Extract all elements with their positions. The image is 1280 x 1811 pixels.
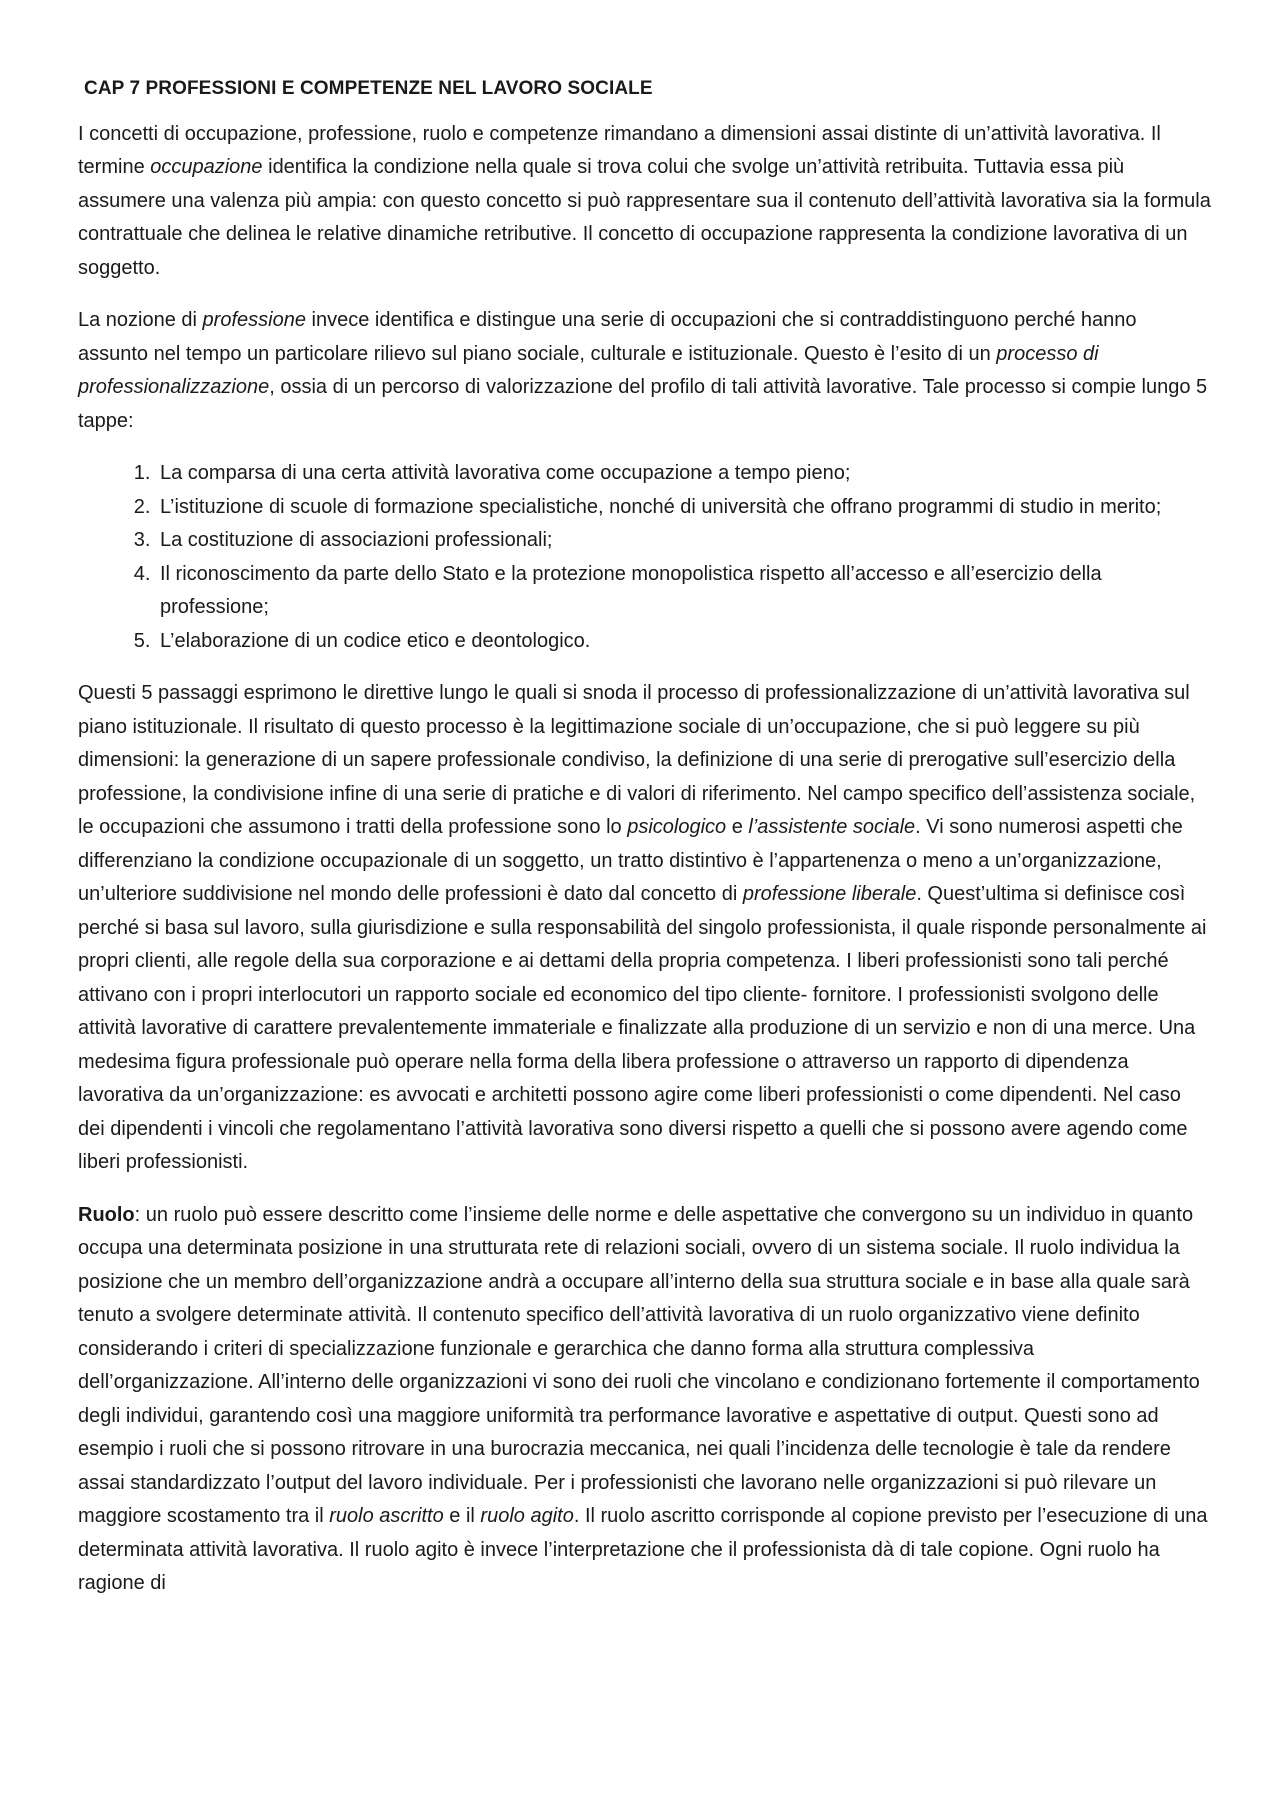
list-item: 5. L’elaborazione di un codice etico e deontologico. [156, 625, 1212, 659]
text-segment: . Quest’ultima si definisce così perché si basa sul lavoro, sulla giurisdizione e sulla responsabilità del singolo professionista, il quale risponde personalmente ai propri clienti, alle regole della sua corporazione e ai dettami della propria competenza. I liberi professionisti sono tali perché attivano con i propri interlocutori un rapporto sociale ed economico del tipo cliente- fornitore. I professionisti svolgono delle attività lavorative di carattere prevalentemente immateriale e finalizzate alla produzione di un servizio e non di una merce. Una medesima figura professionale può operare nella forma della libera professione o attraverso un rapporto di dipendenza lavorativa da un’organizzazione: es avvocati e architetti possono agire come liberi professionisti o come dipendenti. Nel caso dei dipendenti i vincoli che regolamentano l’attività lavorativa sono diversi rispetto a quelli che si possono avere agendo come liberi professionisti. [78, 883, 1207, 1173]
bold-term: Ruolo [78, 1203, 135, 1226]
text-segment: . Il ruolo ascritto corrisponde al copione previsto per l’esecuzione di una determinata attività lavorativa. Il ruolo agito è invece l’interpretazione che il professionista dà di tale copione. Ogni ruolo ha ragione di [78, 1505, 1208, 1594]
italic-term: ruolo agito [480, 1505, 574, 1527]
chapter-title: CAP 7 PROFESSIONI E COMPETENZE NEL LAVORO SOCIALE [84, 78, 653, 99]
list-item: 1. La comparsa di una certa attività lavorativa come occupazione a tempo pieno; [156, 457, 1212, 491]
italic-term: occupazione [150, 156, 263, 178]
list-item: 4. Il riconoscimento da parte dello Stato e la protezione monopolistica rispetto all’accesso e all’esercizio della professione; [156, 558, 1212, 625]
text-segment: identifica la condizione nella quale si trova colui che svolge un’attività retribuita. Tuttavia essa più assumere una valenza più ampia: con questo concetto si può rappresentare sua il contenuto dell’attività lavorativa sia la formula contrattuale che delinea le relative dinamiche retributive. Il concetto di occupazione rappresenta la condizione lavorativa di un soggetto. [78, 156, 1211, 279]
text-segment: I concetti di occupazione, professione, ruolo e competenze rimandano a dimensioni assai distinte di un’attività lavorativa. Il termine [78, 122, 1161, 178]
italic-term: professione [202, 309, 306, 331]
italic-term: ruolo ascritto [329, 1505, 444, 1527]
text-segment: : un ruolo può essere descritto come l’insieme delle norme e delle aspettative che convergono su un individuo in quanto occupa una determinata posizione in una strutturata rete di relazioni sociali, ovvero di un sistema sociale. Il ruolo individua la posizione che un membro dell’organizzazione andrà a occupare all’interno della sua struttura sociale e in base alla quale sarà tenuto a svolgere determinate attività. Il contenuto specifico dell’attività lavorativa di un ruolo organizzativo viene definito considerando i criteri di specializzazione funzionale e gerarchica che danno forma alla struttura complessiva dell’organizzazione. All’interno delle organizzazioni vi sono dei ruoli che vincolano e condizionano fortemente il comportamento degli individui, garantendo così una maggiore uniformità tra performance lavorative e aspettative di output. Questi sono ad esempio i ruoli che si possono ritrovare in una burocrazia meccanica, nei quali l’incidenza delle tecnologie è tale da rendere assai standardizzato l’output del lavoro individuale. Per i professionisti che lavorano nelle organizzazioni si può rilevare un maggiore scostamento tra il [78, 1203, 1200, 1527]
professionalization-steps-list [78, 457, 1212, 658]
text-segment: invece identifica e distingue una serie di occupazioni che si contraddistinguono perché hanno assunto nel tempo un particolare rilievo sul piano sociale, culturale e istituzionale. Questo è l’esito di un [78, 309, 1137, 365]
paragraph-occupazione [78, 118, 1212, 286]
paragraph-professione [78, 304, 1212, 438]
text-segment: , ossia di un percorso di valorizzazione del profilo di tali attività lavorative. Tale processo si compie lungo 5 tappe: [78, 376, 1208, 432]
text-segment: . Vi sono numerosi aspetti che differenziano la condizione occupazionale di un soggetto, un tratto distintivo è l’appartenenza o meno a un’organizzazione, un’ulteriore suddivisione nel mondo delle professioni è dato dal concetto di [78, 816, 1183, 905]
italic-term: psicologico [627, 816, 727, 838]
text-segment: Questi 5 passaggi esprimono le direttive lungo le quali si snoda il processo di professionalizzazione di un’attività lavorativa sul piano istituzionale. Il risultato di questo processo è la legittimazione sociale di un’occupazione, che si può leggere su più dimensioni: la generazione di un sapere professionale condiviso, la definizione di una serie di prerogative sull’esercizio della professione, la condivisione infine di una serie di pratiche e di valori di riferimento. Nel campo specifico dell’assistenza sociale, le occupazioni che assumono i tratti della professione sono lo [78, 682, 1196, 838]
italic-term: professione liberale [742, 883, 917, 905]
text-segment: e [726, 816, 749, 838]
italic-term: l’assistente sociale [748, 816, 916, 838]
text-segment: La nozione di [78, 309, 203, 331]
paragraph-ruolo [78, 1199, 1212, 1601]
italic-term: processo di professionalizzazione [78, 342, 1099, 398]
paragraph-legittimazione [78, 677, 1212, 1180]
list-item: 2. L’istituzione di scuole di formazione specialistiche, nonché di università che offrano programmi di studio in merito; [156, 491, 1212, 525]
document-page [78, 72, 1212, 1620]
list-item: 3. La costituzione di associazioni professionali; [156, 524, 1212, 558]
text-segment: e il [443, 1505, 481, 1527]
